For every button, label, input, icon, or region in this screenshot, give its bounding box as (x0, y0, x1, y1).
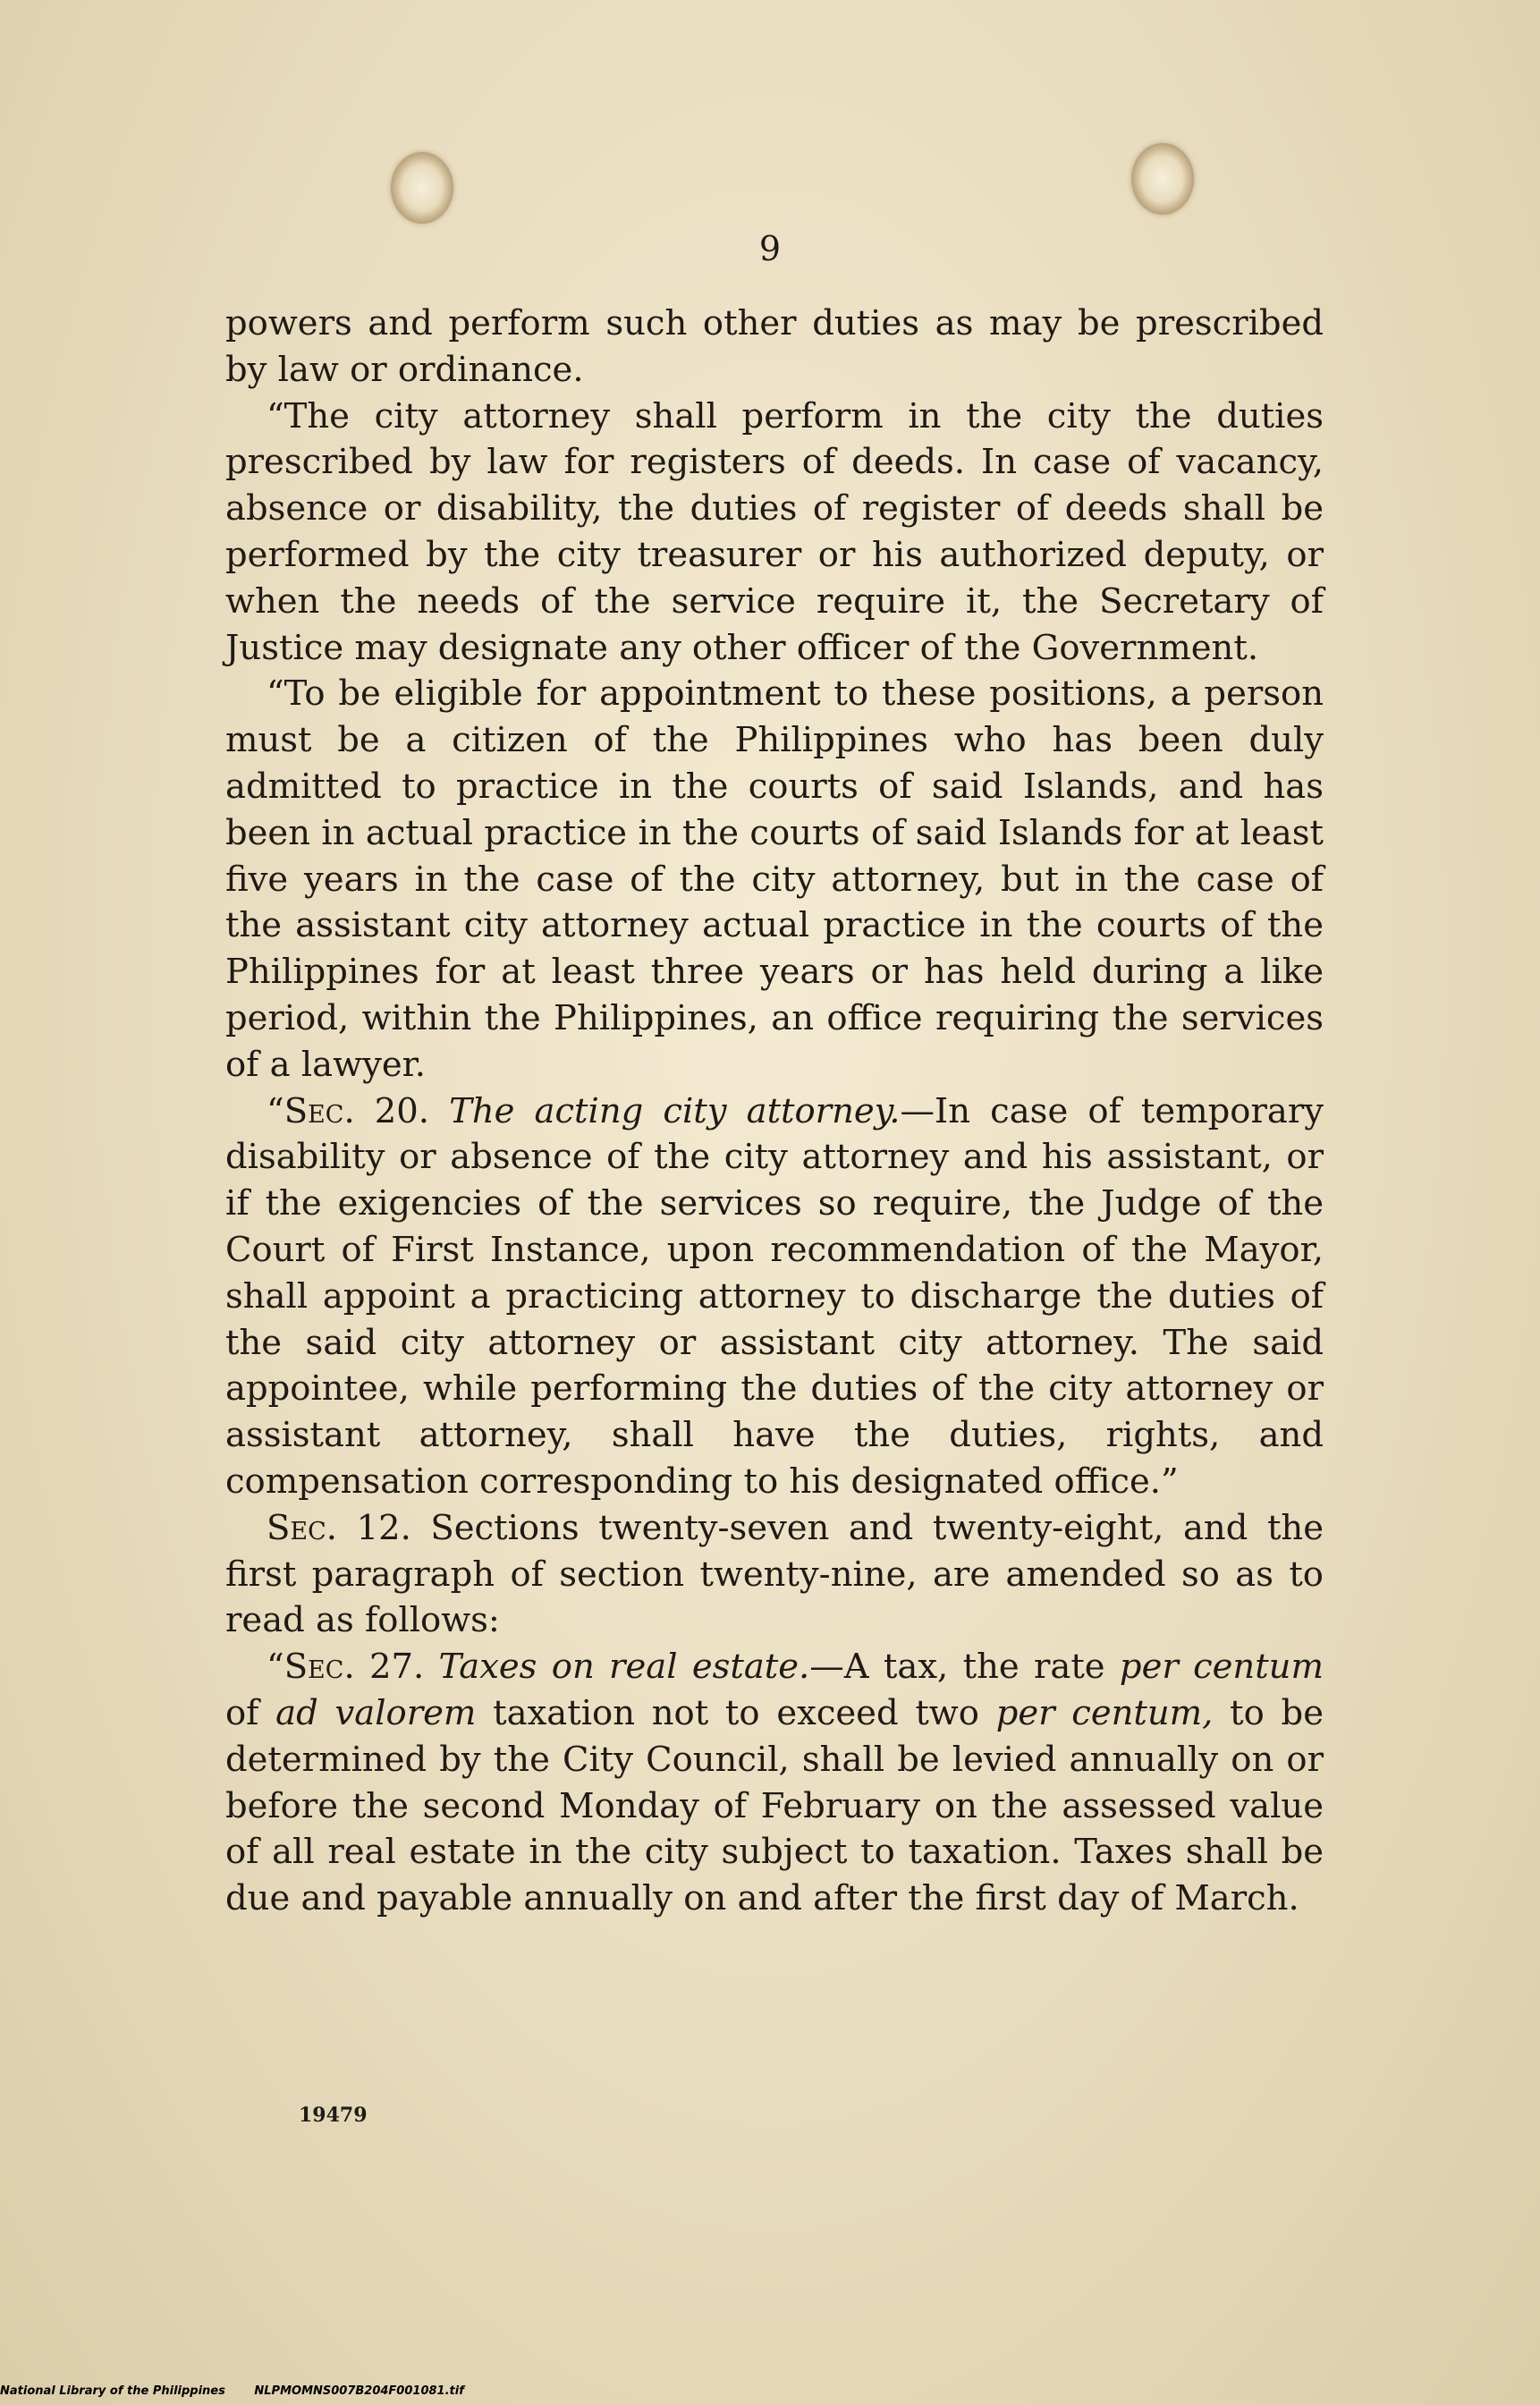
text-segment: “To be eligible for appointment to these positions, a person must be a citizen of the Philippines who has been duly admitted to practice in the courts of said Islands, and has been in actual practice in the courts of said Islands for at least five years in the case of the city attorney, but in the case of the assistant city attorney actual practice in the courts of the Philippines for at least three years or has held during a like period, within the Philippines, an office requiring the services of a lawyer. (225, 673, 1324, 1085)
print-code: 19479 (299, 2104, 368, 2127)
text-segment: per centum (1119, 1647, 1324, 1688)
text-segment: “The city attorney shall perform in the city the duties prescribed by law for registers of deeds. In case of vacancy, absence or disability, the duties of register of deeds shall be performed by the city treasurer or his authorized deputy, or when the needs of the service require it, the Secretary of Justice may designate any other officer of the Government. (225, 395, 1324, 668)
paragraph-p6 (225, 1644, 1324, 1922)
paragraph-p3 (225, 671, 1324, 1088)
text-segment: per centum, (995, 1692, 1214, 1733)
footer-library: National Library of the Philippines (0, 2384, 225, 2398)
punch-hole-right (1131, 143, 1194, 215)
text-segment: . 20. (343, 1090, 450, 1131)
paragraph-p4 (225, 1088, 1324, 1505)
footer-file: NLPMOMNS007B204F001081.tif (254, 2384, 464, 2398)
text-segment: Sec (283, 1647, 344, 1688)
text-segment: . 27. (343, 1647, 439, 1688)
paragraph-p2 (225, 394, 1324, 672)
page-number: 9 (758, 229, 782, 268)
body-text (225, 301, 1324, 1922)
text-segment: to be determined by the City Council, shall be levied annually on or before the second Monday of February on the assessed value of all real estate in the city subject to taxation. Taxes shall be due and payable annually on and after the first day of March. (225, 1692, 1324, 1919)
text-segment: Taxes on real estate. (438, 1647, 810, 1688)
scan-footer (0, 2384, 489, 2398)
text-segment: ad valorem (275, 1692, 477, 1733)
text-segment: . 12. Sections twenty-seven and twenty-eight, and the first paragraph of section twenty-nine, are amended so as to read as follows: (225, 1507, 1324, 1641)
text-segment: powers and perform such other duties as may be prescribed by law or ordinance. (225, 303, 1324, 390)
text-segment: Sec (283, 1090, 344, 1131)
text-segment: of (225, 1692, 276, 1733)
punch-hole-left (391, 152, 453, 224)
text-segment: Sec (267, 1507, 326, 1548)
text-segment: The acting city attorney. (449, 1090, 901, 1131)
paragraph-p1 (225, 301, 1324, 394)
text-segment: taxation not to exceed two (476, 1692, 996, 1733)
text-segment: —In case of temporary disability or absence of the city attorney and his assistant, or if the exigencies of the services so require, the Judge of the Court of First Instance, upon recommendation of the Mayor, shall appoint a practicing attorney to discharge the duties of the said city attorney or assistant city attorney. The said appointee, while performing the duties of the city attorney or assistant attorney, shall have the duties, rights, and compensation corresponding to his designated office.” (225, 1090, 1324, 1502)
text-segment: —A tax, the rate (809, 1647, 1120, 1688)
text-segment: “ (267, 1090, 284, 1131)
text-segment: “ (267, 1647, 284, 1688)
paragraph-p5 (225, 1505, 1324, 1644)
